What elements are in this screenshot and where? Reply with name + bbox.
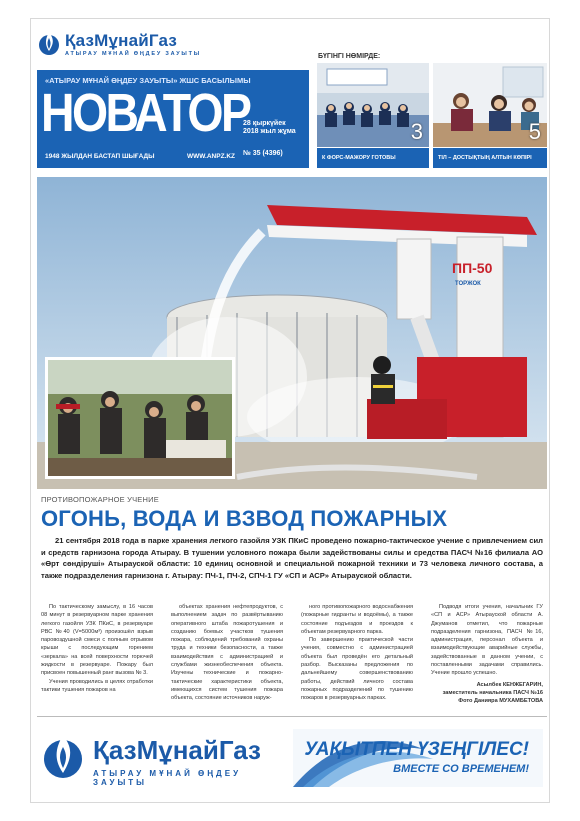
teaser-photo-2[interactable] [433,63,547,147]
kmg-flame-icon [37,29,61,57]
ad-logo-title: ҚазМұнайГаз [93,735,261,765]
article-lead: 21 сентября 2018 года в парке хранения легкого газойля УЗК ПКиС проведено пожарно-тактическое учение с привлечением сил и средств гарнизона города Атырау. В тушении условного пожара были задействованы силы и средства ПАСЧ №16 филиала АО «Өрт сөндіруші» Атырауской области: 10 единиц основной и специальной пожарной техники и 73 человека личного состава, а также подразделения гарнизона г. Атырау: ПЧ-1, ПЧ-2, СПЧ-1 ГУ «СП и АСР» Атырауской области. [41,536,543,580]
ad-brand-logo [41,727,261,793]
article-body [41,603,543,711]
masthead [37,70,309,168]
website-link[interactable]: WWW.ANPZ.KZ [187,153,236,160]
author-position: заместитель начальника ПАСЧ №16 [442,689,543,696]
brand-logo [37,29,237,69]
newspaper-title: НОВАТОР [41,83,250,143]
teaser-caption-2[interactable]: ТІЛ – ДОСТЫҚТЫҢ АЛТЫН КӨПІРІ [433,148,547,168]
paragraph: Подводя итоги учения, начальник ГУ «СП и АСР» Атырауской области А. Джуманов отметил, что пожарные подразделения гарнизона, ПАСЧ №16, администрация, персонал объекта и взаимодействующие аварийные службы, задействованные в данном учении, с поставленными задачами справились. Учение прошло успешно. [431,604,543,677]
truck-sub-label: ТОРЖОК [455,281,481,287]
ad-slogan-russian: ВМЕСТЕ СО ВРЕМЕНЕМ! [393,763,529,775]
issue-date: 28 қыркүйек 2018 жыл жұма [243,120,296,135]
photo-credit: Фото Данияра МУХАМБЕТОВА [458,697,543,704]
ad-logo-subtitle: АТЫРАУ МҰНАЙ ӨҢДЕУ ЗАУЫТЫ [93,769,242,787]
article-kicker: ПРОТИВОПОЖАРНОЕ УЧЕНИЕ [41,495,159,504]
ad-slogan-banner [293,729,543,787]
publisher-line: «АТЫРАУ МҰНАЙ ӨҢДЕУ ЗАУЫТЫ» ЖШС БАСЫЛЫМЫ [45,76,251,85]
teaser-caption-1[interactable]: К ФОРС-МАЖОРУ ГОТОВЫ [317,148,429,168]
article-column-4 [431,603,543,705]
logo-subtitle: АТЫРАУ МҰНАЙ ӨҢДЕУ ЗАУЫТЫ [65,51,201,57]
footer-advertisement [37,716,547,798]
kmg-flame-icon [41,731,85,781]
inset-commanders-photo [45,357,235,479]
ad-slogan-kazakh: УАҚЫТПЕН ҮЗЕҢГІЛЕС! [304,739,529,760]
logo-title: ҚазМұнайГаз [65,31,178,50]
article-column-1 [41,603,153,694]
article-column-2 [171,603,283,703]
newspaper-page [30,18,550,803]
paragraph: объектах хранения нефтепродуктов, с выполнением задач по развёртыванию оперативного штаба пожаротушения и созданию боевых участков тушения пожара, соблюдений требований охраны труда и техники безопасности, а также взаимодействия с администрацией и службами жизнеобеспечения объекта. Изучены технические и пожарно-тактические характеристики объекта, имеющихся систем тушения пожара объекта, состояние источников наруж- [171,604,283,702]
paragraph: Учения проводились в целях отработки тактики тушения пожаров на [41,678,153,693]
truck-label: ПП-50 [452,260,493,276]
paragraph: По завершению практической части учения, совместно с администрацией объекта был проведён его детальный разбор. Высказаны предложения по дальнейшему совершенствованию работы, действий личного состава пожарных подразделений по тушению пожаров в резервуарных парках. [301,637,413,702]
author-name: Асылбек КЕНЖЕГАРИН, [476,681,543,688]
command-post-scene [48,360,232,476]
published-since: 1948 ЖЫЛДАН БАСТАП ШЫҒАДЫ [45,153,155,160]
paragraph: ного противопожарного водоснабжения (пожарные гидранты и водоёмы), а также состояние подъездов и проездов к объектам резервуарного парка. [301,604,413,635]
issue-number: № 35 (4396) [243,150,283,157]
author-signature [431,681,543,705]
teaser-photo-1[interactable] [317,63,429,147]
teaser-page-number: 3 [410,119,423,144]
in-this-issue-label: БҮГІНГІ НӨМІРДЕ: [318,53,381,60]
article-headline: ОГОНЬ, ВОДА И ВЗВОД ПОЖАРНЫХ [41,506,448,531]
paragraph: По тактическому замыслу, в 16 часов 08 минут в резервуарном парке хранения легкого газойля УЗК ПКиС, в резервуаре РВС №40 (V=5000м³) произошёл взрыв паровоздушной смеси с полным отрывом крыши с последующим горением «зеркала» на всей поверхности горючей жидкости в резервуаре. Пожару был присвоен повышенный ранг вызова № 3. [41,604,153,677]
teaser-page-number: 5 [528,119,541,144]
article-column-3 [301,603,413,703]
